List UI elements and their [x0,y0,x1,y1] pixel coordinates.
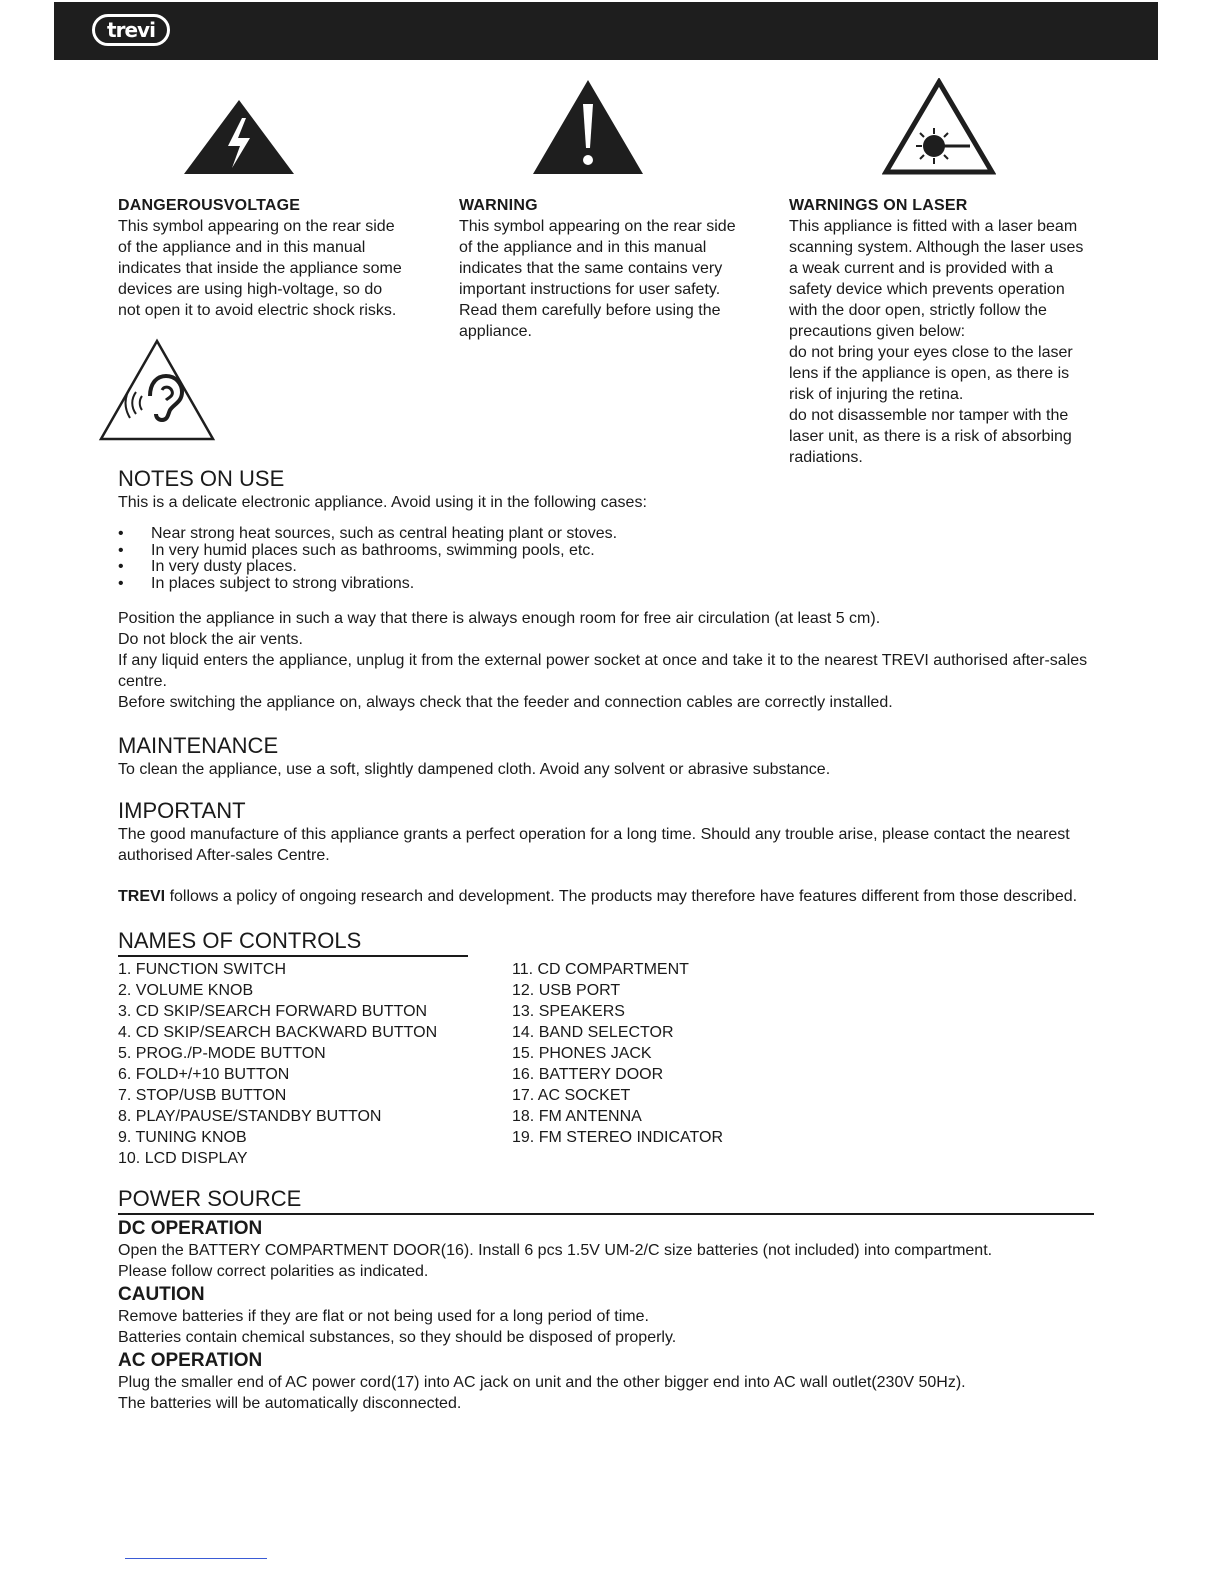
list-item: 16. BATTERY DOOR [512,1066,664,1083]
list-item: 15. PHONES JACK [512,1045,652,1062]
list-item: • In very humid places such as bathrooms, swimming pools, etc. [118,543,818,560]
warning-line: This symbol appearing on the rear side [459,218,736,235]
laser-hazard-icon [882,78,996,176]
warning-line: devices are using high-voltage, so do [118,281,383,298]
warning-line: indicates that the same contains very [459,260,723,277]
header-bar [54,2,1158,60]
maintenance-title: MAINTENANCE [118,733,279,758]
footer-divider [125,1558,267,1559]
ac-operation-line: Plug the smaller end of AC power cord(17) into AC jack on unit and the other bigger end into AC wall outlet(230V 50Hz). [118,1374,966,1391]
power-source-title: POWER SOURCE [118,1186,1094,1215]
list-item: 9. TUNING KNOB [118,1129,247,1146]
warning-line: lens if the appliance is open, as there is [789,365,1070,382]
list-item: 12. USB PORT [512,982,621,999]
caution-line: Batteries contain chemical substances, so they should be disposed of properly. [118,1329,677,1346]
list-item: • In places subject to strong vibrations. [118,576,818,593]
list-item: 14. BAND SELECTOR [512,1024,674,1041]
controls-list-left [118,959,498,1169]
warning-line: Read them carefully before using the [459,302,721,319]
notes-paragraph: Before switching the appliance on, always check that the feeder and connection cables are correctly installed. [118,694,893,711]
warning-line: not open it to avoid electric shock risks. [118,302,397,319]
list-item: 8. PLAY/PAUSE/STANDBY BUTTON [118,1108,382,1125]
warning-exclamation-icon [531,78,645,176]
list-item: 3. CD SKIP/SEARCH FORWARD BUTTON [118,1003,428,1020]
list-item: 11. CD COMPARTMENT [512,961,689,978]
list-item: 10. LCD DISPLAY [118,1150,248,1167]
warning-line: a weak current and is provided with a [789,260,1054,277]
list-item: 18. FM ANTENNA [512,1108,642,1125]
warning-line: precautions given below: [789,323,966,340]
list-item: 7. STOP/USB BUTTON [118,1087,287,1104]
list-item: 13. SPEAKERS [512,1003,625,1020]
notes-on-use-title: NOTES ON USE [118,466,285,491]
brand-name: TREVI [118,888,166,905]
controls-list-right [512,959,832,1148]
list-item: 19. FM STEREO INDICATOR [512,1129,723,1146]
warning-line: laser unit, as there is a risk of absorbing [789,428,1072,445]
caution-title: CAUTION [118,1284,205,1305]
warning-line: important instructions for user safety. [459,281,721,298]
list-item: 2. VOLUME KNOB [118,982,254,999]
notes-paragraph: Do not block the air vents. [118,631,303,648]
dc-operation-section [118,1218,1108,1282]
warning-line: This appliance is fitted with a laser beam [789,218,1078,235]
warning-line: risk of injuring the retina. [789,386,964,403]
dc-operation-title: DC OPERATION [118,1218,263,1239]
list-item: • Near strong heat sources, such as central heating plant or stoves. [118,526,818,543]
dc-operation-line: Please follow correct polarities as indicated. [118,1263,429,1280]
list-item: 4. CD SKIP/SEARCH BACKWARD BUTTON [118,1024,438,1041]
list-item: 6. FOLD+/+10 BUTTON [118,1066,290,1083]
important-text: The good manufacture of this appliance grants a perfect operation for a long time. Should any trouble arise, please contact the nearest authorised After-sales Centre. [118,826,1070,864]
warning-line: do not disassemble nor tamper with the [789,407,1069,424]
policy-text: follows a policy of ongoing research and development. The products may therefore have features different from those described. [165,888,1078,905]
warning-title: WARNINGS ON LASER [789,197,968,214]
notes-paragraphs [118,608,1108,713]
ac-operation-line: The batteries will be automatically disconnected. [118,1395,462,1412]
warning-laser-block [789,195,1119,468]
warning-line: do not bring your eyes close to the laser [789,344,1073,361]
warning-voltage-block [118,195,448,321]
caution-line: Remove batteries if they are flat or not being used for a long period of time. [118,1308,649,1325]
notes-on-use-intro: This is a delicate electronic appliance. Avoid using it in the following cases: [118,494,647,511]
warning-line: scanning system. Although the laser uses [789,239,1084,256]
list-item: 5. PROG./P-MODE BUTTON [118,1045,326,1062]
notes-bullet-list [118,526,818,592]
ac-operation-section [118,1350,1108,1414]
notes-paragraph: If any liquid enters the appliance, unplug it from the external power socket at once and take it to the nearest TREVI authorised after-sales centre. [118,652,1088,690]
list-item: 17. AC SOCKET [512,1087,631,1104]
warning-title: DANGEROUSVOLTAGE [118,197,301,214]
list-item: 1. FUNCTION SWITCH [118,961,286,978]
trevi-policy [118,886,1108,907]
notes-on-use-section [118,466,1108,513]
warning-line: of the appliance and in this manual [118,239,366,256]
dc-operation-line: Open the BATTERY COMPARTMENT DOOR(16). Install 6 pcs 1.5V UM-2/C size batteries (not included) into compartment. [118,1242,993,1259]
important-section [118,798,1108,866]
warning-general-block [459,195,779,342]
warning-title: WARNING [459,197,538,214]
maintenance-section [118,733,1108,780]
warning-line: indicates that inside the appliance some [118,260,402,277]
high-voltage-icon [182,98,296,176]
warning-line: of the appliance and in this manual [459,239,707,256]
warning-line: appliance. [459,323,532,340]
trevi-logo: trevi [92,14,170,46]
controls-title: NAMES OF CONTROLS [118,928,468,957]
list-item: • In very dusty places. [118,559,818,576]
warning-line: safety device which prevents operation [789,281,1065,298]
hearing-hazard-icon [98,338,216,442]
caution-section [118,1284,1108,1348]
warning-line: This symbol appearing on the rear side [118,218,395,235]
notes-paragraph: Position the appliance in such a way that there is always enough room for free air circulation (at least 5 cm). [118,610,881,627]
warning-line: with the door open, strictly follow the [789,302,1047,319]
important-title: IMPORTANT [118,798,246,823]
warning-line: radiations. [789,449,863,466]
maintenance-text: To clean the appliance, use a soft, slightly dampened cloth. Avoid any solvent or abrasive substance. [118,761,831,778]
ac-operation-title: AC OPERATION [118,1350,263,1371]
